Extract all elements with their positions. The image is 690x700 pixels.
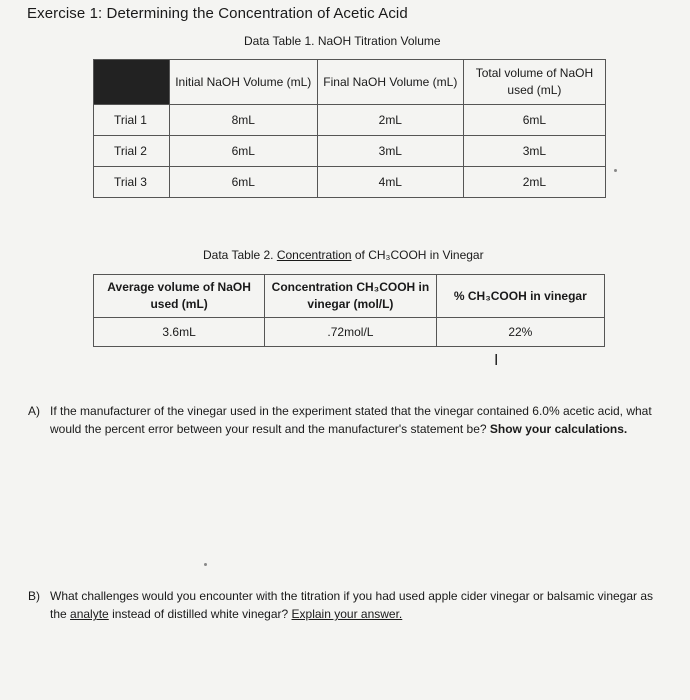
table1-header-row [94,60,606,105]
table-row [94,105,606,136]
initial-volume-cell: 8mL [169,105,317,136]
table2-header-average: Average volume of NaOH used (mL) [94,275,265,318]
question-a [28,402,668,438]
table2-caption-prefix: Data Table 2. [203,248,277,262]
question-a-show: Show your [489,422,552,436]
table1-caption: Data Table 1. NaOH Titration Volume [244,34,441,48]
question-b-letter: B) [28,589,40,603]
total-volume-cell: 2mL [463,167,605,198]
table1-header-total: Total volume of NaOH used (mL) [463,60,605,105]
question-b-analyte: analyte [70,607,109,621]
question-b-body: What challenges would you encounter with the titration if you had used apple cider vinegar or balsamic vinegar as the [50,589,654,621]
trial-label: Trial 2 [94,136,170,167]
question-a-text [50,402,668,438]
question-a-calculations: calculations. [554,422,628,436]
final-volume-cell: 3mL [317,136,463,167]
initial-volume-cell: 6mL [169,167,317,198]
text-cursor-icon: I [494,352,499,369]
question-a-body: If the manufacturer of the vinegar used in the experiment stated that the vinegar contained 6.0% acetic acid, what would the percent error between your result and the manufacturer's statement be? [50,404,652,436]
concentration-table [93,274,605,347]
question-b-explain: Explain your answer. [291,607,403,621]
table-row [94,136,606,167]
final-volume-cell: 4mL [317,167,463,198]
trial-label: Trial 3 [94,167,170,198]
stray-mark [204,563,207,566]
table2-header-row [94,275,605,318]
trial-label: Trial 1 [94,105,170,136]
table1-header-initial: Initial NaOH Volume (mL) [169,60,317,105]
table1-corner-cell [94,60,170,105]
table-row [94,167,606,198]
table2-caption [203,248,484,262]
average-volume-cell: 3.6mL [94,318,265,347]
question-b-mid: instead of distilled white vinegar? [112,607,289,621]
stray-mark [614,169,617,172]
table2-caption-suffix: of CH₃COOH in Vinegar [351,248,484,262]
question-a-letter: A) [28,404,40,418]
naoh-titration-table [93,59,606,198]
total-volume-cell: 6mL [463,105,605,136]
table2-caption-link: Concentration [276,248,352,262]
table-row [94,318,605,347]
initial-volume-cell: 6mL [169,136,317,167]
page-title: Exercise 1: Determining the Concentration of Acetic Acid [27,5,408,22]
question-b-text [50,587,668,623]
table2-header-concentration: Concentration CH₃COOH in vinegar (mol/L) [265,275,436,318]
question-b [28,587,668,623]
concentration-cell: .72mol/L [265,318,436,347]
percent-cell: 22% [436,318,604,347]
final-volume-cell: 2mL [317,105,463,136]
table2-header-percent: % CH₃COOH in vinegar [436,275,604,318]
total-volume-cell: 3mL [463,136,605,167]
table1-header-final: Final NaOH Volume (mL) [317,60,463,105]
